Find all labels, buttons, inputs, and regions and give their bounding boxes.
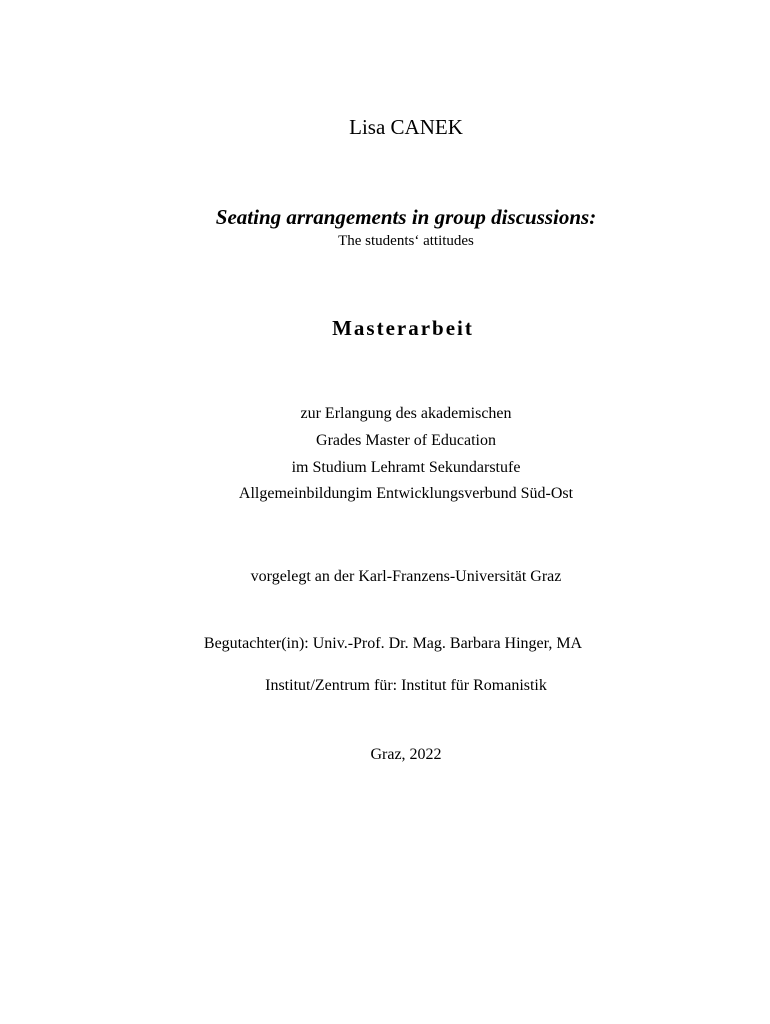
author-name: Lisa CANEK [349,115,463,139]
purpose-line: zur Erlangung des akademischen [300,405,512,422]
reviewer: Begutachter(in): Univ.-Prof. Dr. Mag. Barbara Hinger, MA [203,635,583,652]
thesis-subtitle: The students‘ attitudes [338,233,474,249]
purpose-line: Grades Master of Education [316,432,496,449]
submitted-to: vorgelegt an der Karl-Franzens-Universität Graz [250,568,562,585]
purpose-line: Allgemeinbildungim Entwicklungsverbund Süd-Ost [238,485,574,502]
purpose-line: im Studium Lehramt Sekundarstufe [291,459,521,476]
thesis-type: Masterarbeit [332,316,474,340]
thesis-title: Seating arrangements in group discussions: [215,205,597,229]
institute: Institut/Zentrum für: Institut für Romanistik [265,677,547,694]
place-date: Graz, 2022 [370,746,442,763]
